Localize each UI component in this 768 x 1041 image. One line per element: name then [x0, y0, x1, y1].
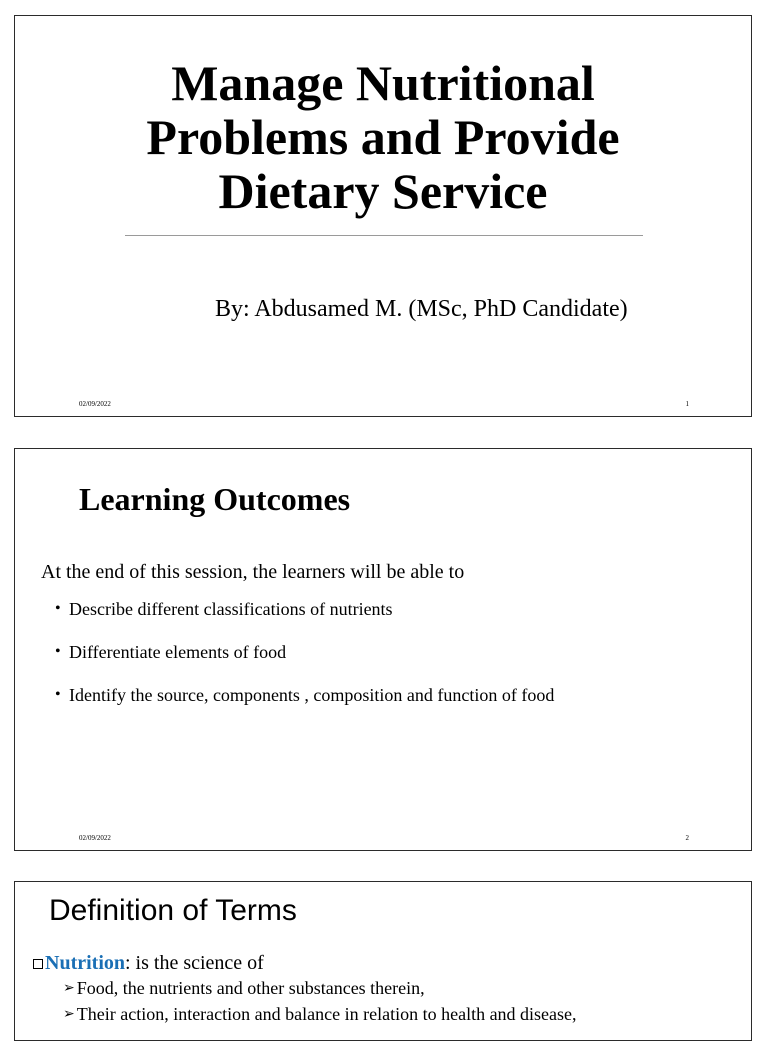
definition-line [33, 952, 264, 975]
arrow-bullet-icon: ➢ [63, 1007, 75, 1022]
bullet-dot-icon: • [55, 600, 61, 617]
outcomes-list [55, 599, 554, 728]
slide-date: 02/09/2022 [79, 400, 111, 408]
definition-text: : is the science of [125, 952, 264, 974]
list-item-text: Describe different classifications of nutrients [69, 599, 393, 619]
list-item [55, 599, 554, 642]
list-item [63, 1004, 577, 1030]
list-item [55, 642, 554, 685]
list-item-text: Their action, interaction and balance in relation to health and disease, [76, 1004, 577, 1024]
slide-number: 2 [685, 834, 689, 842]
slide-date: 02/09/2022 [79, 834, 111, 842]
slide-1 [14, 15, 752, 417]
list-item-text: Food, the nutrients and other substances therein, [76, 978, 425, 998]
bullet-dot-icon: • [55, 643, 61, 660]
title-divider [125, 235, 643, 236]
list-item-text: Differentiate elements of food [69, 642, 287, 662]
slide-title [15, 56, 751, 218]
slide-title: Definition of Terms [49, 894, 297, 927]
author-byline: By: Abdusamed M. (MSc, PhD Candidate) [215, 296, 628, 322]
title-line-1: Manage Nutritional [171, 55, 595, 111]
title-line-3: Dietary Service [218, 163, 548, 219]
intro-text: At the end of this session, the learners will be able to [41, 561, 465, 583]
list-item [55, 685, 554, 728]
definition-subitems [63, 978, 577, 1030]
slide-number: 1 [685, 400, 689, 408]
list-item [63, 978, 577, 1004]
slide-title: Learning Outcomes [79, 481, 351, 517]
slide-3 [14, 881, 752, 1041]
bullet-dot-icon: • [55, 686, 61, 703]
slide-2 [14, 448, 752, 851]
list-item-text: Identify the source, components , composition and function of food [69, 685, 555, 705]
definition-term: Nutrition [45, 952, 125, 974]
title-line-2: Problems and Provide [146, 109, 620, 165]
arrow-bullet-icon: ➢ [63, 981, 75, 996]
square-bullet-icon [33, 959, 43, 969]
